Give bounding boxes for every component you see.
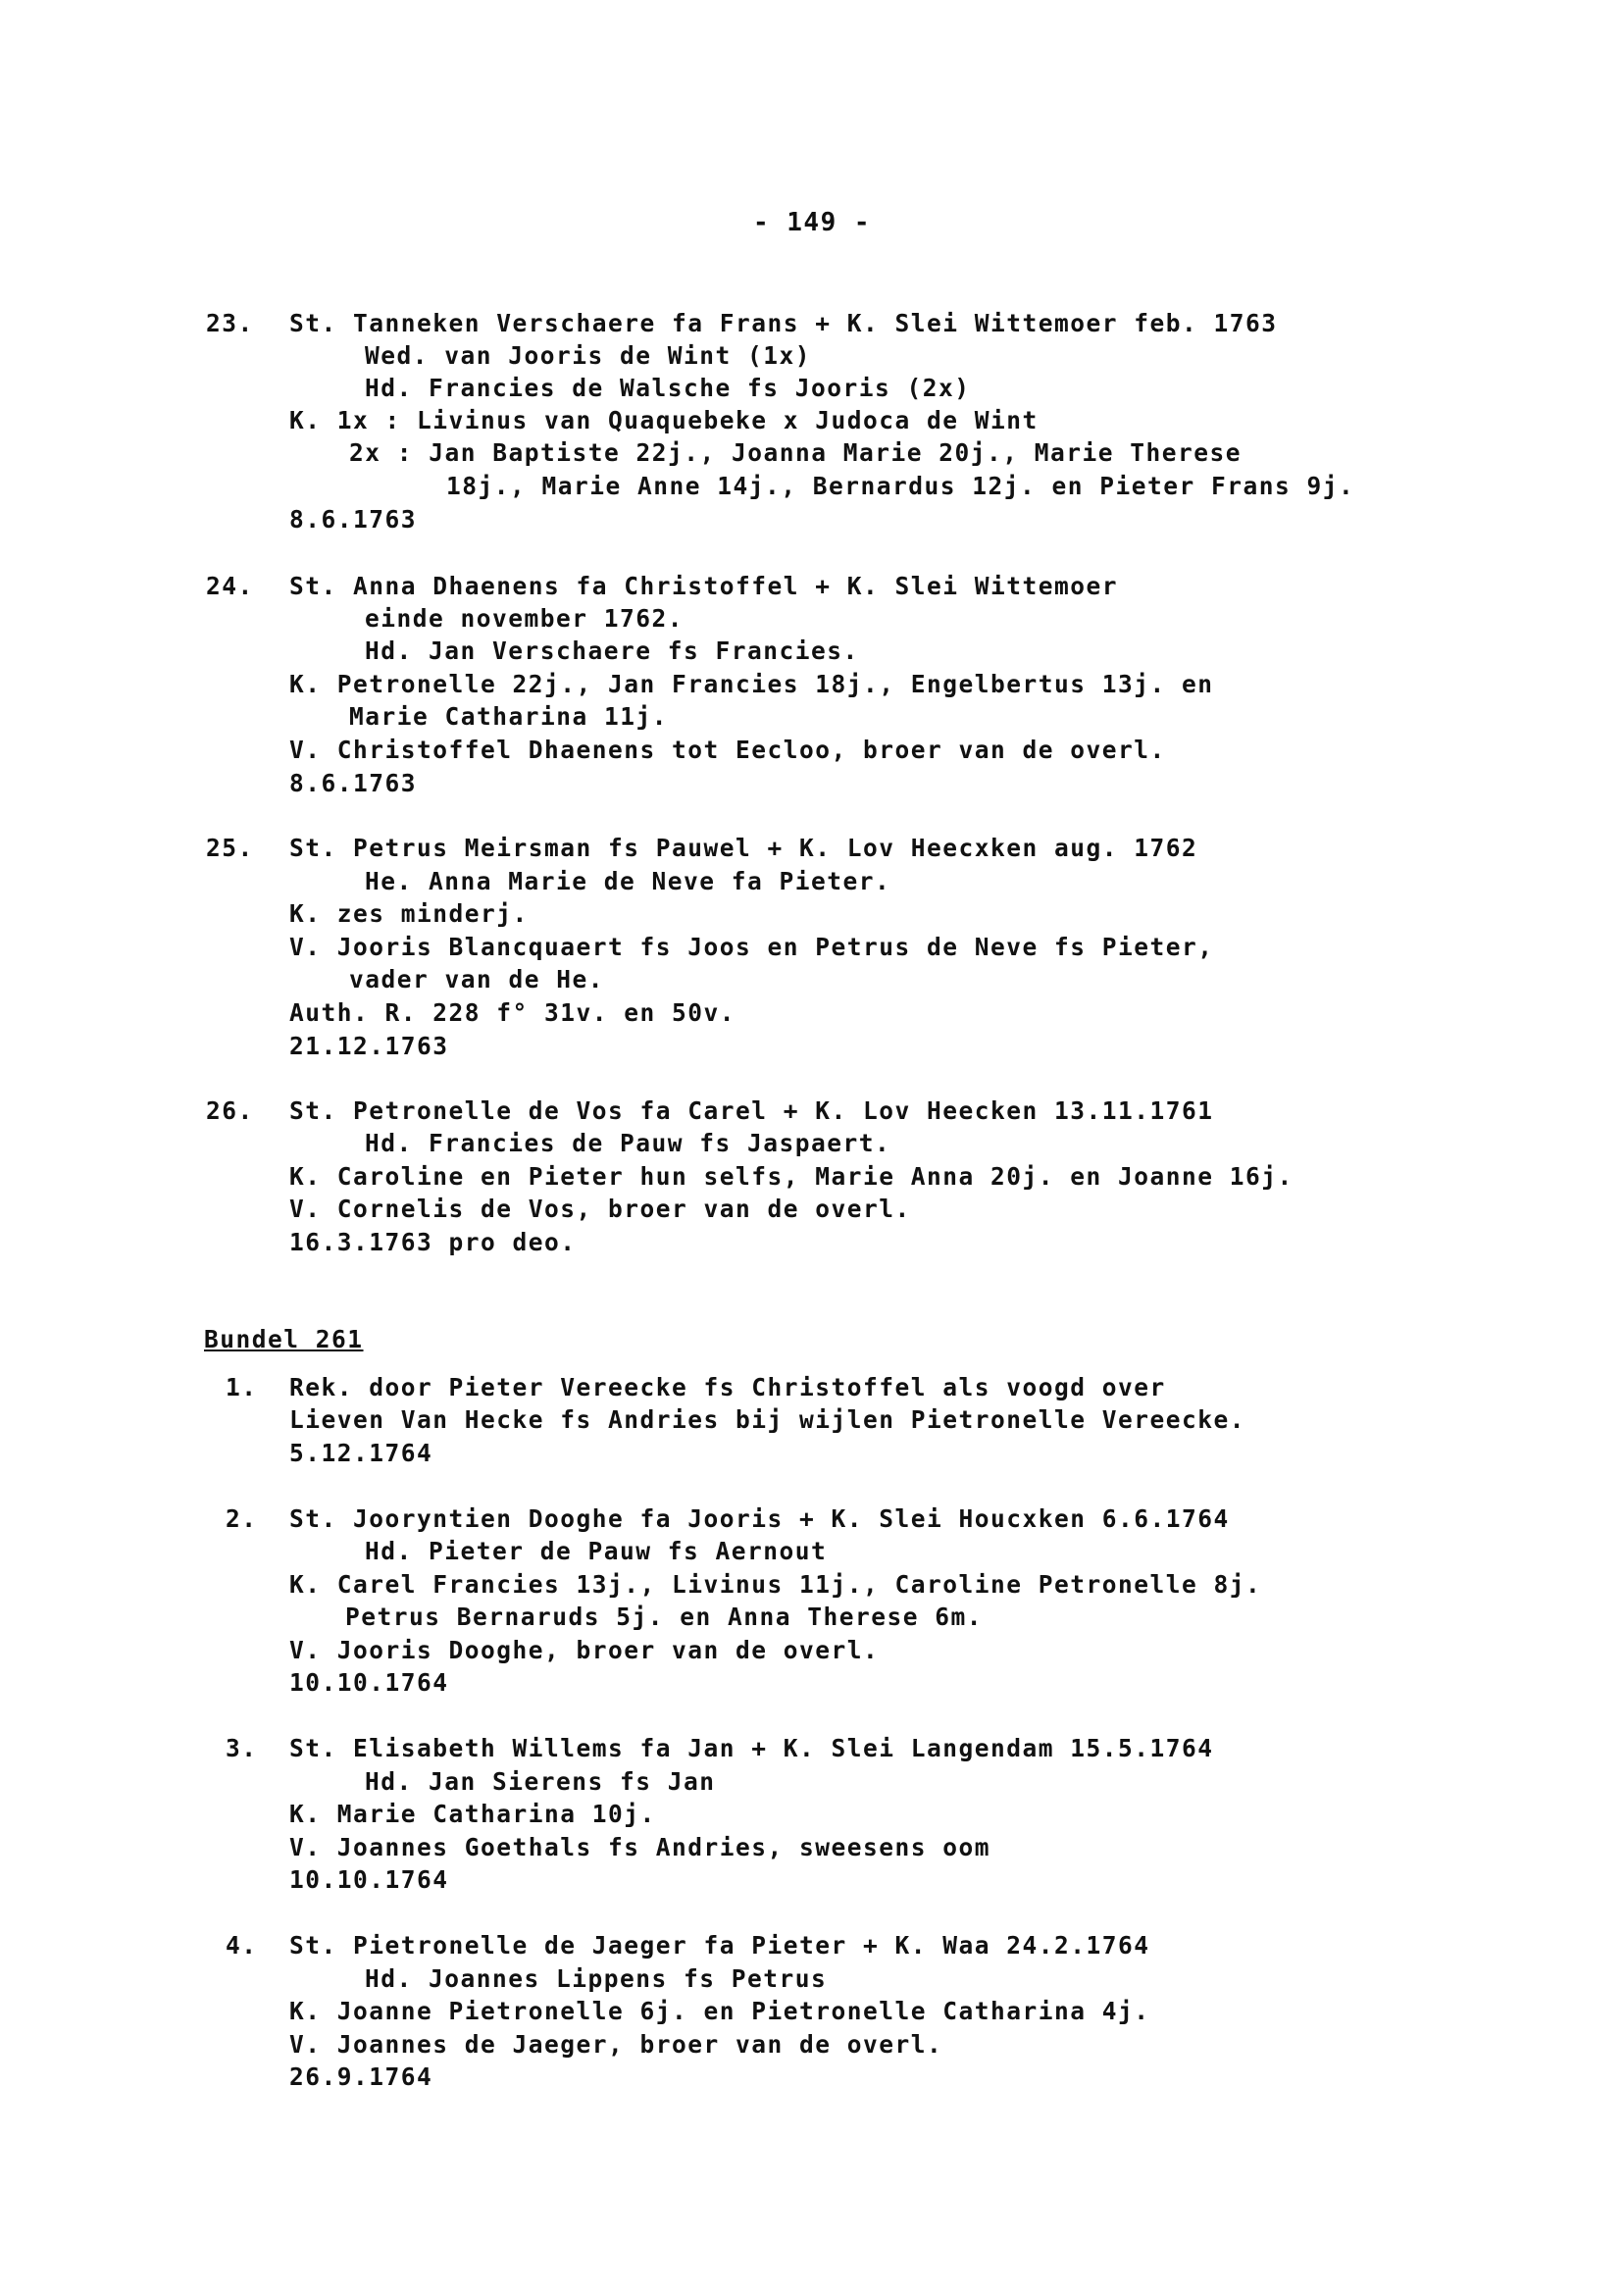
entry-line: St. Jooryntien Dooghe fa Jooris + K. Slei Houcxken 6.6.1764: [289, 1504, 1230, 1533]
entry-number: 1.: [226, 1373, 258, 1401]
entry-line: K. Petronelle 22j., Jan Francies 18j., Engelbertus 13j. en: [289, 670, 1214, 698]
entry-line: Hd. Jan Sierens fs Jan: [365, 1767, 716, 1796]
entry-line: Auth. R. 228 f° 31v. en 50v.: [289, 998, 736, 1027]
entry-line: Petrus Bernaruds 5j. en Anna Therese 6m.: [345, 1603, 984, 1631]
entry-line: Wed. van Jooris de Wint (1x): [365, 341, 812, 370]
entry-line: Hd. Francies de Pauw fs Jaspaert.: [365, 1129, 891, 1157]
entry-line: V. Cornelis de Vos, broer van de overl.: [289, 1195, 911, 1223]
entry-line: Hd. Pieter de Pauw fs Aernout: [365, 1537, 828, 1565]
entry-number: 24.: [206, 572, 254, 600]
entry-line: K. Joanne Pietronelle 6j. en Pietronelle Catharina 4j.: [289, 1997, 1150, 2025]
entry-line: Marie Catharina 11j.: [349, 702, 669, 731]
entry-line: einde november 1762.: [365, 604, 685, 633]
entry-line: V. Christoffel Dhaenens tot Eecloo, broer van de overl.: [289, 736, 1166, 764]
entry-date: 26.9.1764: [289, 2062, 433, 2091]
entry-line: vader van de He.: [349, 965, 605, 993]
entry-date: 5.12.1764: [289, 1439, 433, 1467]
entry-line: St. Petrus Meirsman fs Pauwel + K. Lov Heecxken aug. 1762: [289, 834, 1198, 862]
page-number: - 149 -: [752, 208, 872, 237]
entry-line: St. Elisabeth Willems fa Jan + K. Slei Langendam 15.5.1764: [289, 1734, 1214, 1762]
entry-line: Hd. Jan Verschaere fs Francies.: [365, 636, 859, 665]
entry-line: Lieven Van Hecke fs Andries bij wijlen Pietronelle Vereecke.: [289, 1405, 1246, 1434]
entry-date: 10.10.1764: [289, 1865, 449, 1894]
entry-line: V. Joannes Goethals fs Andries, sweesens oom: [289, 1833, 991, 1861]
entry-line: 2x : Jan Baptiste 22j., Joanna Marie 20j., Marie Therese: [349, 438, 1243, 467]
entry-line: He. Anna Marie de Neve fa Pieter.: [365, 867, 891, 895]
entry-line: Rek. door Pieter Vereecke fs Christoffel als voogd over: [289, 1373, 1166, 1401]
entry-line: St. Pietronelle de Jaeger fa Pieter + K. Waa 24.2.1764: [289, 1931, 1150, 1960]
entry-line: St. Tanneken Verschaere fa Frans + K. Slei Wittemoer feb. 1763: [289, 309, 1278, 337]
entry-line: K. Marie Catharina 10j.: [289, 1800, 656, 1828]
entry-date: 21.12.1763: [289, 1032, 449, 1060]
entry-date: 10.10.1764: [289, 1668, 449, 1697]
entry-line: K. 1x : Livinus van Quaquebeke x Judoca de Wint: [289, 406, 1039, 434]
entry-line: K. zes minderj.: [289, 899, 529, 928]
entry-number: 3.: [226, 1734, 258, 1762]
entry-date: 8.6.1763: [289, 769, 418, 797]
entry-number: 23.: [206, 309, 254, 337]
entry-number: 2.: [226, 1504, 258, 1533]
entry-line: V. Joannes de Jaeger, broer van de overl.: [289, 2030, 943, 2059]
entry-date: 16.3.1763 pro deo.: [289, 1228, 577, 1256]
entry-line: K. Carel Francies 13j., Livinus 11j., Caroline Petronelle 8j.: [289, 1570, 1262, 1599]
entry-date: 8.6.1763: [289, 505, 418, 534]
entry-line: 18j., Marie Anne 14j., Bernardus 12j. en Pieter Frans 9j.: [446, 472, 1355, 500]
entry-number: 4.: [226, 1931, 258, 1960]
entry-line: Hd. Francies de Walsche fs Jooris (2x): [365, 374, 971, 402]
entry-line: St. Petronelle de Vos fa Carel + K. Lov Heecken 13.11.1761: [289, 1096, 1214, 1125]
entry-line: V. Jooris Dooghe, broer van de overl.: [289, 1636, 880, 1664]
entry-number: 26.: [206, 1096, 254, 1125]
entry-line: St. Anna Dhaenens fa Christoffel + K. Slei Wittemoer: [289, 572, 1119, 600]
section-heading: Bundel 261: [204, 1325, 364, 1353]
entry-line: K. Caroline en Pieter hun selfs, Marie Anna 20j. en Joanne 16j.: [289, 1162, 1294, 1191]
entry-number: 25.: [206, 834, 254, 862]
entry-line: Hd. Joannes Lippens fs Petrus: [365, 1964, 828, 1993]
entry-line: V. Jooris Blancquaert fs Joos en Petrus de Neve fs Pieter,: [289, 933, 1214, 961]
